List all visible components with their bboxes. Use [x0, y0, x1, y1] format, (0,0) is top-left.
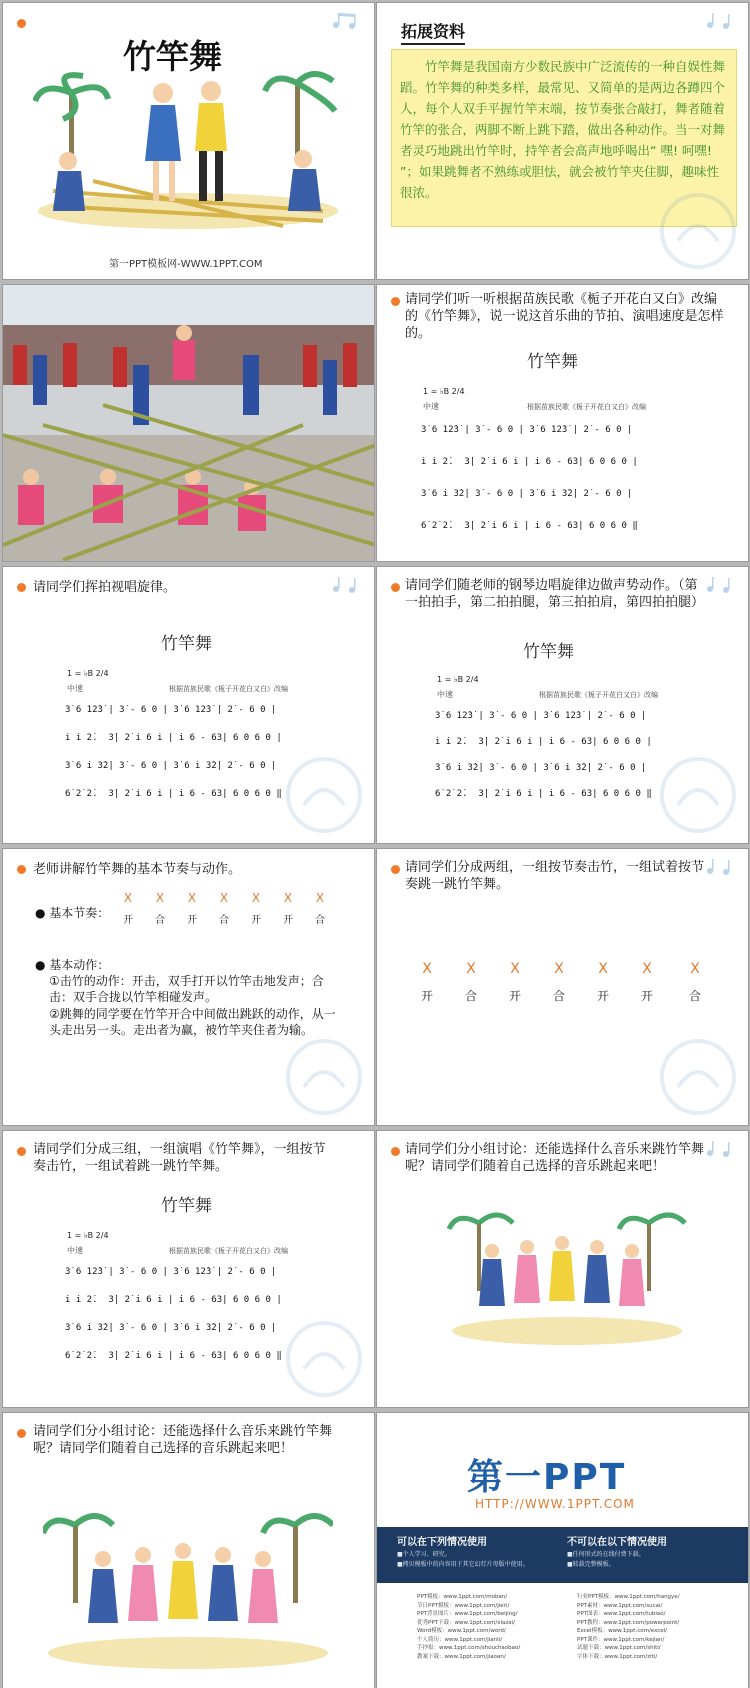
slide-11[interactable]	[2, 1412, 375, 1688]
score-key-signature: 1 = ♭B 2/4	[423, 387, 465, 396]
bullet-dot	[391, 1147, 400, 1156]
slide-caption: 第一PPT模板网-WWW.1PPT.COM	[109, 259, 263, 270]
bullet-dot	[391, 297, 400, 306]
bullet-dot	[17, 583, 26, 592]
rhythm-underline	[113, 907, 213, 908]
bamboo-dance-illustration	[33, 71, 343, 231]
score-source: 根据苗族民歌《栀子开花白又白》改编	[169, 1247, 288, 1255]
score-line-2: i i 2̇. 3̇| 2̇ i 6 i | i 6 - 63| 6 0 6 0 |	[65, 733, 282, 743]
slide-3[interactable]	[2, 284, 375, 562]
score-line-4: 6̇ 2̇ 2̇. 3̇| 2̇ i 6 i | i 6 - 63| 6 0 6 0 ‖	[65, 789, 282, 799]
slide-2[interactable]	[376, 2, 749, 280]
rhythm-label-item: 开	[420, 989, 433, 1003]
hands-watermark-icon	[658, 1037, 738, 1117]
rhythm-label-item: 开	[283, 915, 293, 926]
slide-7[interactable]	[2, 848, 375, 1126]
rhythm-label-item: 开	[596, 989, 609, 1003]
resource-link[interactable]: PPT背景图片：www.1ppt.com/beijing/	[417, 1611, 518, 1617]
bullet-dot	[17, 19, 26, 28]
resource-link[interactable]: PPT素材：www.1ppt.com/sucai/	[577, 1602, 663, 1609]
hands-watermark-icon	[658, 191, 738, 271]
slide-prompt: 请同学们分小组讨论：还能选择什么音乐来跳竹竿舞呢？请同学们随着自己选择的音乐跳起来吧！	[33, 1424, 333, 1456]
bullet-dot	[391, 865, 400, 874]
rhythm-label-item: 开	[251, 915, 261, 926]
logo-text: 第一PPT	[467, 1457, 627, 1498]
rhythm-label-item: 开	[640, 989, 653, 1003]
info-box-text: 竹竿舞是我国南方少数民族中广泛流传的一种自娱性舞蹈。竹竿舞的种类多样，最常见、又简单的是两边各蹲四个人，每个人双手平握竹竿末端，按节奏张合敲打，舞者随着竹竿的张合，两脚不断上跳下踏，做出各种动作。当一对舞者灵巧地跳出竹竿时，持竿者会高声地呼喝出“ 嘿! 呵嘿! ”；如果跳舞者不熟练或胆怯，就会被竹竿夹住脚，趣味性很浓。	[400, 59, 726, 200]
links-right	[577, 1593, 742, 1661]
score-line-4: 6̇ 2̇ 2̇. 3̇| 2̇ i 6 i | i 6 - 63| 6 0 6 0 ‖	[65, 1351, 282, 1361]
rhythm-mark: X	[466, 961, 476, 977]
score-tempo: 中速	[437, 690, 453, 699]
resource-link[interactable]: PPT模板：www.1ppt.com/moban/	[417, 1594, 508, 1600]
slide-prompt: 请同学们分成三组，一组演唱《竹竿舞》，一组按节奏击竹，一组试着跳一跳竹竿舞。	[33, 1142, 326, 1174]
rhythm-marks-row	[113, 891, 335, 905]
rhythm-mark: X	[187, 891, 197, 905]
score-title: 竹竿舞	[523, 642, 574, 662]
score-source: 根据苗族民歌《栀子开花白又白》改编	[527, 403, 646, 411]
resource-link[interactable]: PPT课件：www.1ppt.com/kejian/	[577, 1636, 665, 1643]
rhythm-label-item: 开	[508, 989, 521, 1003]
score-line-3: 3̇ 6 i 3̇2̇| 3̇ - 6 0 | 3̇ 6 i 3̇2̇| 2̇ - 6 0 |	[65, 1323, 277, 1333]
rhythm-label-item: 开	[187, 915, 197, 926]
rhythm-mark: X	[283, 891, 293, 905]
score-line-1: 3̇ 6 12̇3̇ | 3̇ - 6 0 | 3̇ 6 12̇3̇ | 2̇ - 6 0 |	[65, 705, 277, 715]
hands-watermark-icon	[284, 1319, 364, 1399]
rhythm-mark: X	[422, 961, 432, 977]
rhythm-marks-row	[407, 961, 719, 977]
actions-heading: ● 基本动作：	[35, 958, 110, 972]
bullet-dot	[17, 1147, 26, 1156]
slide-prompt: 请同学们挥拍视唱旋律。	[33, 580, 177, 595]
rhythm-mark: X	[219, 891, 229, 905]
usage-panel	[377, 1527, 749, 1583]
resource-link[interactable]: 个人简历：www.1ppt.com/jianli/	[417, 1636, 503, 1643]
bullet-dot	[391, 583, 400, 592]
resource-link[interactable]: PPT图表：www.1ppt.com/tubiao/	[577, 1611, 666, 1617]
rhythm-label: ● 基本节奏：	[35, 906, 110, 920]
logo-url[interactable]: HTTP://WWW.1PPT.COM	[475, 1497, 635, 1511]
resource-link[interactable]: 手抄报：www.1ppt.com/shouchaobao/	[417, 1645, 521, 1651]
score-source: 根据苗族民歌《栀子开花白又白》改编	[169, 685, 288, 693]
score-tempo: 中速	[67, 1246, 83, 1255]
slide-title: 竹竿舞	[123, 37, 222, 76]
resource-link[interactable]: 节日PPT模板：www.1ppt.com/jieri/	[417, 1602, 510, 1609]
can-use-item: ■拷贝模板中的内容用于其它幻灯片母版中使用。	[397, 1561, 529, 1568]
slide-prompt: 老师讲解竹竿舞的基本节奏与动作。	[33, 862, 242, 877]
resource-link[interactable]: 字体下载：www.1ppt.com/ziti/	[577, 1653, 658, 1660]
score-line-2: i i 2̇. 3̇| 2̇ i 6 i | i 6 - 63| 6 0 6 0 |	[435, 737, 652, 747]
score-title: 竹竿舞	[527, 352, 578, 372]
can-use-title: 可以在下列情况使用	[397, 1537, 487, 1548]
music-notes-icon	[328, 9, 366, 31]
rhythm-mark: X	[598, 961, 608, 977]
resource-link[interactable]: Word模板：www.1ppt.com/word/	[417, 1628, 506, 1634]
slide-9[interactable]	[2, 1130, 375, 1408]
bullet-dot	[17, 1429, 26, 1438]
rhythm-label-item: 合	[552, 989, 565, 1003]
score-line-3: 3̇ 6 i 3̇2̇| 3̇ - 6 0 | 3̇ 6 i 3̇2̇| 2̇ - 6 0 |	[435, 763, 647, 773]
score-title: 竹竿舞	[161, 1196, 212, 1216]
score-key-signature: 1 = ♭B 2/4	[67, 669, 109, 678]
resource-link[interactable]: 优秀PPT下载：www.1ppt.com/xiazai/	[417, 1619, 516, 1626]
score-source: 根据苗族民歌《栀子开花白又白》改编	[539, 691, 658, 699]
score-tempo: 中速	[423, 402, 439, 411]
hands-watermark-icon	[284, 755, 364, 835]
rhythm-label-item: 合	[688, 989, 701, 1003]
rhythm-label-item: 合	[464, 989, 477, 1003]
slide-12[interactable]	[376, 1412, 749, 1688]
group-dance-illustration	[43, 1513, 333, 1673]
score-line-3: 3̇ 6 i 3̇2̇| 3̇ - 6 0 | 3̇ 6 i 3̇2̇| 2̇ - 6 0 |	[65, 761, 277, 771]
slide-5[interactable]	[2, 566, 375, 844]
slide-1[interactable]	[2, 2, 375, 280]
score-line-4: 6̇ 2̇ 2̇. 3̇| 2̇ i 6 i | i 6 - 63| 6 0 6 0 ‖	[435, 789, 652, 799]
cannot-use-title: 不可以在以下情况使用	[567, 1537, 667, 1548]
rhythm-mark: X	[123, 891, 133, 905]
score-line-1: 3̇ 6 12̇3̇ | 3̇ - 6 0 | 3̇ 6 12̇3̇ | 2̇ - 6 0 |	[421, 425, 633, 435]
group-dance-illustration	[447, 1211, 687, 1351]
resource-link[interactable]: PPT教程：www.1ppt.com/powerpoint/	[577, 1619, 680, 1626]
music-notes-icon	[702, 9, 740, 31]
hands-watermark-icon	[284, 1037, 364, 1117]
rhythm-mark: X	[642, 961, 652, 977]
score-tempo: 中速	[67, 684, 83, 693]
rhythm-mark: X	[690, 961, 700, 977]
resource-link[interactable]: 试题下载：www.1ppt.com/shiti/	[577, 1645, 661, 1651]
rhythm-mark: X	[155, 891, 165, 905]
can-use-item: ■个人学习、研究。	[397, 1551, 451, 1558]
score-line-3: 3̇ 6 i 3̇2̇| 3̇ - 6 0 | 3̇ 6 i 3̇2̇| 2̇ - 6 0 |	[421, 489, 633, 499]
score-title: 竹竿舞	[161, 634, 212, 654]
cannot-use-item: ■任何形式的在线付费下载。	[567, 1551, 645, 1558]
action-item-2: ②跳舞的同学要在竹竿开合中间做出跳跃的动作，从一头走出另一头。走出者为赢，被竹竿夹住者为输。	[49, 1007, 336, 1037]
rhythm-mark: X	[510, 961, 520, 977]
resource-link[interactable]: 行业PPT模板：www.1ppt.com/hangye/	[577, 1594, 680, 1600]
slide-prompt: 请同学们分成两组，一组按节奏击竹，一组试着按节奏跳一跳竹竿舞。	[405, 860, 705, 892]
rhythm-label-item: 合	[219, 915, 229, 926]
score-line-1: 3̇ 6 12̇3̇ | 3̇ - 6 0 | 3̇ 6 12̇3̇ | 2̇ - 6 0 |	[65, 1267, 277, 1277]
rhythm-mark: X	[554, 961, 564, 977]
slide-4[interactable]	[376, 284, 749, 562]
resource-link[interactable]: 教案下载：www.1ppt.com/jiaoan/	[417, 1653, 506, 1660]
music-notes-icon	[328, 573, 366, 595]
rhythm-mark: X	[315, 891, 325, 905]
score-key-signature: 1 = ♭B 2/4	[67, 1231, 109, 1240]
score-line-2: i i 2̇. 3̇| 2̇ i 6 i | i 6 - 63| 6 0 6 0 |	[65, 1295, 282, 1305]
rhythm-labels-row	[407, 987, 719, 1004]
slide-10[interactable]	[376, 1130, 749, 1408]
slide-prompt: 请同学们随老师的钢琴边唱旋律边做声势动作。（第一拍拍手，第二拍拍腿，第三拍拍肩，第四拍拍腿）	[405, 578, 705, 610]
rhythm-mark: X	[251, 891, 261, 905]
slide-prompt: 请同学们听一听根据苗族民歌《栀子开花白又白》改编的《竹竿舞》，说一说这首乐曲的节拍、演唱速度是怎样的。	[405, 292, 724, 341]
rhythm-label-item: 合	[315, 915, 325, 926]
rhythm-label-item: 合	[155, 915, 165, 926]
resource-link[interactable]: Excel模板：www.1ppt.com/excel/	[577, 1628, 668, 1634]
score-line-1: 3̇ 6 12̇3̇ | 3̇ - 6 0 | 3̇ 6 12̇3̇ | 2̇ - 6 0 |	[435, 711, 647, 721]
slide-prompt: 请同学们分小组讨论：还能选择什么音乐来跳竹竿舞呢？请同学们随着自己选择的音乐跳起来吧！	[405, 1142, 705, 1174]
bullet-dot	[17, 865, 26, 874]
slide-6[interactable]	[376, 566, 749, 844]
hands-watermark-icon	[658, 755, 738, 835]
rhythm-label-item: 开	[123, 915, 133, 926]
dance-performance-photo	[3, 285, 375, 562]
cannot-use-item: ■转载完整模板。	[567, 1561, 615, 1568]
section-heading: 拓展资料	[401, 19, 465, 45]
music-notes-icon	[702, 573, 740, 595]
action-item-1: ①击竹的动作：开击，双手打开以竹竿击地发声；合击：双手合拢以竹竿相碰发声。	[49, 974, 324, 1004]
score-key-signature: 1 = ♭B 2/4	[437, 675, 479, 684]
links-left	[417, 1593, 577, 1661]
score-line-2: i i 2̇. 3̇| 2̇ i 6 i | i 6 - 63| 6 0 6 0 |	[421, 457, 638, 467]
slide-8[interactable]	[376, 848, 749, 1126]
score-line-4: 6̇ 2̇ 2̇. 3̇| 2̇ i 6 i | i 6 - 63| 6 0 6 0 ‖	[421, 521, 638, 531]
rhythm-labels-row	[113, 911, 335, 926]
